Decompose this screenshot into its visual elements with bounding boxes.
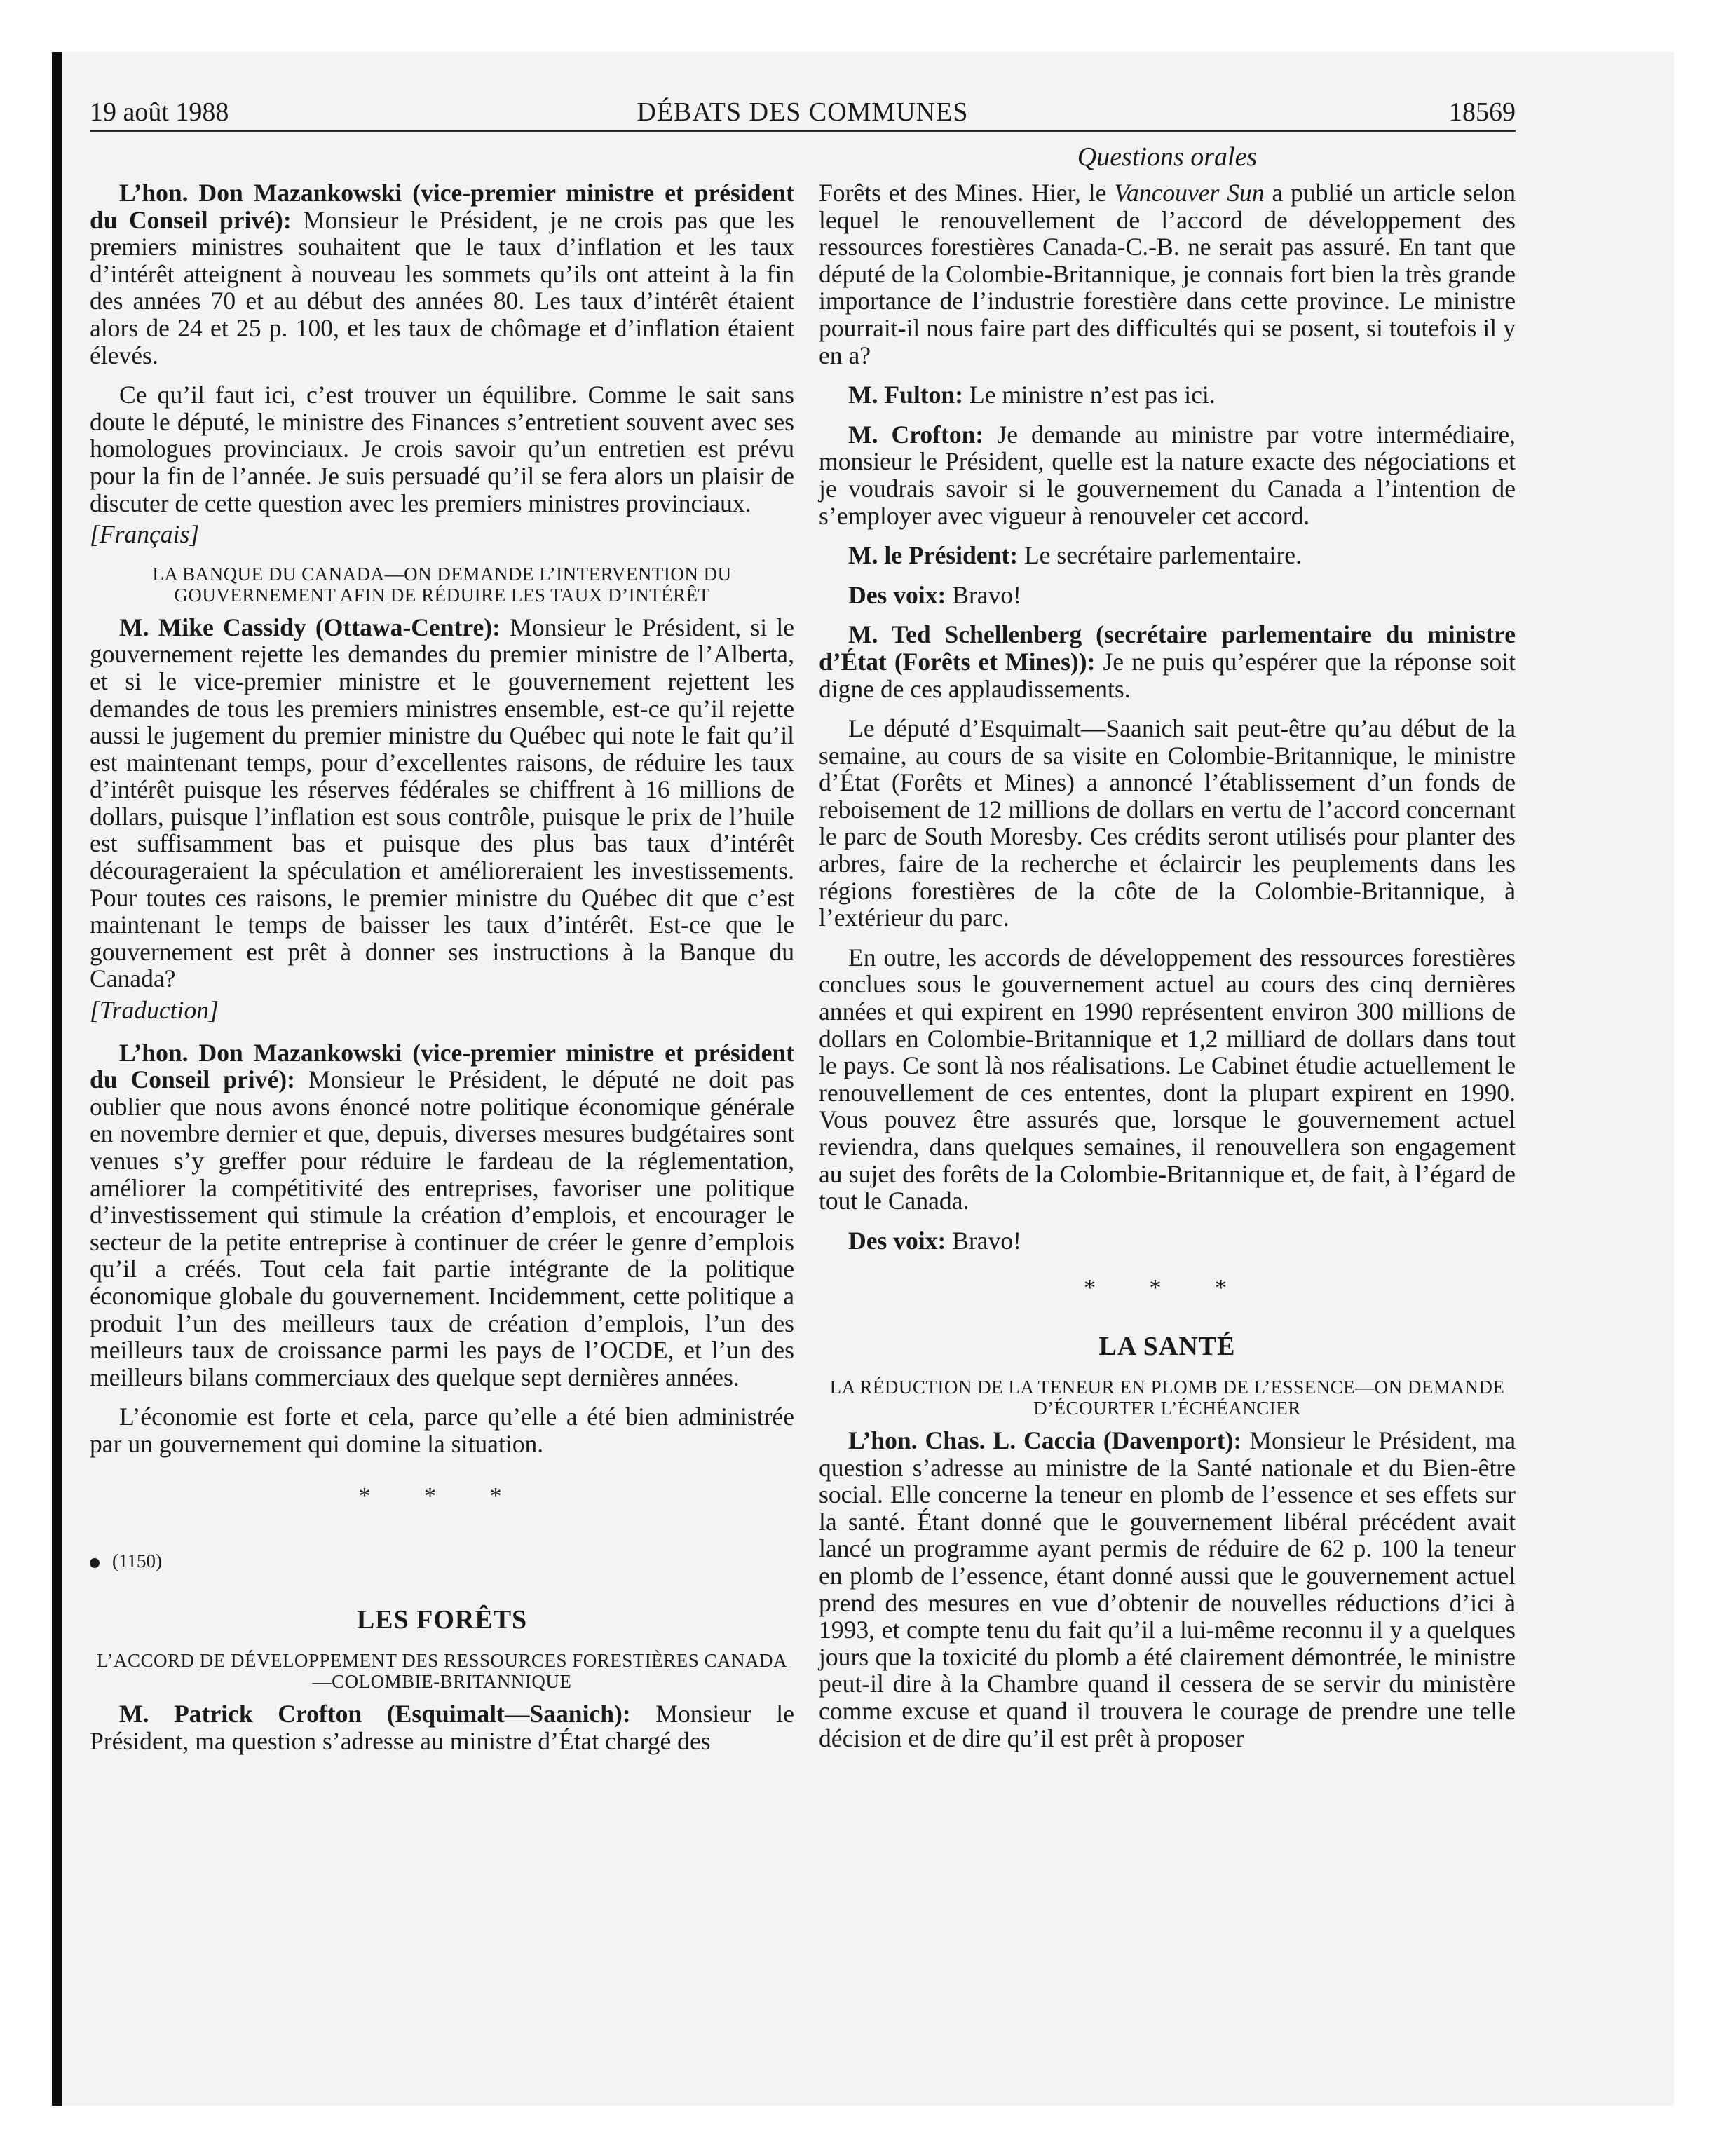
speaker-name: M. Mike Cassidy (Ottawa-Centre): bbox=[119, 613, 501, 641]
speaker-name: M. Ted Schellenberg (secrétaire parlementaire du ministre d’État (Forêts et Mines)): bbox=[819, 620, 1516, 676]
paragraph bbox=[819, 1427, 1516, 1752]
topic-heading: L’ACCORD DE DÉVELOPPEMENT DES RESSOURCES FORESTIÈRES CANADA—COLOMBIE-BRITANNIQUE bbox=[96, 1650, 788, 1693]
paragraph: Le député d’Esquimalt—Saanich sait peut-être qu’au début de la semaine, au cours de sa visite en Colombie-Britannique, le ministre d’État (Forêts et Mines) a annoncé l’établissement d’un fonds de reboisement de 12 millions de dollars en vertu de l’accord concernant le parc de South Moresby. Ces crédits seront utilisés pour planter des arbres, faire de la recherche et éclaircir les peuplements dans les régions forestières de la côte de la Colombie-Britannique, à l’extérieur du parc. bbox=[819, 714, 1516, 932]
paragraph bbox=[819, 582, 1516, 609]
time-mark-text: (1150) bbox=[112, 1550, 162, 1572]
paragraph bbox=[90, 1039, 794, 1391]
speaker-name: M. Crofton: bbox=[848, 420, 984, 449]
language-note: [Français] bbox=[90, 520, 200, 549]
paragraph bbox=[819, 542, 1516, 569]
speaker-name: Des voix: bbox=[848, 1226, 946, 1255]
paragraph-text: Forêts et des Mines. Hier, le bbox=[819, 179, 1115, 207]
paragraph bbox=[819, 621, 1516, 702]
speaker-name: Des voix: bbox=[848, 580, 946, 609]
paragraph-text: a publié un article selon lequel le renouvellement de l’accord de développement des ressources forestières Canada-C.-B. ne serait pas assuré. En tant que député de la Colombie-Britannique, je connais fort bien la très grande importance de l’industrie forestière dans cette province. Le ministre pourrait-il nous faire part des difficultés qui se posent, si toutefois il y en a? bbox=[819, 179, 1516, 369]
paragraph-text: Bravo! bbox=[946, 1226, 1022, 1255]
running-head bbox=[90, 97, 1516, 132]
scan-edge bbox=[52, 52, 62, 2106]
header-page-number: 18569 bbox=[1449, 97, 1516, 127]
paragraph bbox=[90, 614, 794, 992]
section-title: LES FORÊTS bbox=[356, 1605, 528, 1635]
speaker-name: M. Fulton: bbox=[848, 381, 964, 409]
header-date: 19 août 1988 bbox=[90, 97, 229, 127]
bullet-icon bbox=[90, 1558, 100, 1568]
newspaper-title: Vancouver Sun bbox=[1114, 179, 1265, 207]
topic-heading: LA BANQUE DU CANADA—ON DEMANDE L’INTERVENTION DU GOUVERNEMENT AFIN DE RÉDUIRE LES TAUX D’INTÉRÊT bbox=[152, 563, 732, 606]
paragraph-text: Monsieur le Président, ma question s’adresse au ministre d’État chargé des bbox=[90, 1700, 794, 1755]
paragraph: En outre, les accords de développement des ressources forestières conclues sous le gouvernement actuel au cours des cinq dernières années et qui expirent en 1990 représentent environ 300 millions de dollars en Colombie-Britannique et 1,2 milliard de dollars dans tout le pays. Ce sont là nos réalisations. Le Cabinet étudie actuellement le renouvellement de ces ententes, dont la plupart expirent en 1990. Vous pouvez être assurés que, lorsque le gouvernement actuel reviendra, dans quelques semaines, il renouvellera son engagement au sujet des forêts de la Colombie-Britannique et, de fait, à l’égard de tout le Canada. bbox=[819, 943, 1516, 1215]
paragraph-text: Monsieur le Président, ma question s’adresse au ministre de la Santé nationale et du Bien-être social. Elle concerne la teneur en plomb de l’essence et ses effets sur la santé. Étant donné que le gouvernement libéral précédent avait lancé un programme ayant permis de réduire de 62 p. 100 la teneur en plomb de l’essence, étant donné aussi que le gouvernement actuel prend des mesures en vue d’obtenir de nouvelles réductions d’ici à 1993, et compte tenu du fait qu’il a lui-même reconnu il y a quelques jours que la toxicité du plomb a été clairement démontrée, le ministre peut-il dire à la Chambre quand il cessera de se servir du ministère comme excuse et quand il trouvera le courage de prendre une telle décision et de dire qu’il est prêt à proposer bbox=[819, 1426, 1516, 1752]
speaker-name: M. Patrick Crofton (Esquimalt—Saanich): bbox=[119, 1700, 631, 1728]
paragraph-text: Je demande au ministre par votre intermédiaire, monsieur le Président, quelle est la nature exacte des négociations et je voudrais savoir si le gouvernement du Canada a l’intention de s’employer avec vigueur à renouveler cet accord. bbox=[819, 420, 1516, 530]
section-separator: * * * bbox=[1084, 1275, 1251, 1302]
paragraph: L’économie est forte et cela, parce qu’elle a été bien administrée par un gouvernement qui domine la situation. bbox=[90, 1403, 794, 1458]
speaker-name: M. le Président: bbox=[848, 541, 1019, 570]
header-publication: DÉBATS DES COMMUNES bbox=[637, 97, 969, 127]
topic-heading: LA RÉDUCTION DE LA TENEUR EN PLOMB DE L’ESSENCE—ON DEMANDE D’ÉCOURTER L’ÉCHÉANCIER bbox=[829, 1376, 1505, 1419]
right-column bbox=[819, 179, 1516, 1764]
paragraph bbox=[90, 1700, 794, 1754]
header-section: Questions orales bbox=[1077, 142, 1258, 172]
paragraph-text: Monsieur le Président, le député ne doit pas oublier que nous avons énoncé notre politique économique générale en novembre dernier et que, depuis, diverses mesures budgétaires sont venues s’y greffer pour réduire le fardeau de la réglementation, améliorer la compétitivité des entreprises, favoriser une politique d’investissement qui stimule la création d’emplois, et encourager le secteur de la petite entreprise à continuer de créer le genre d’emplois qu’il a créés. Tout cela fait partie intégrante de la politique économique globale du gouvernement. Incidemment, cette politique a produit l’un des meilleurs taux de création d’emplois, l’un des meilleurs taux de croissance parmi les pays de l’OCDE, et l’un des meilleurs bilans commerciaux des quelque sept dernières années. bbox=[90, 1065, 795, 1391]
paragraph bbox=[819, 179, 1516, 369]
paragraph bbox=[819, 421, 1516, 529]
paragraph-text: Bravo! bbox=[946, 580, 1022, 609]
paragraph-text: Le ministre n’est pas ici. bbox=[963, 381, 1216, 409]
paragraph-text: Le secrétaire parlementaire. bbox=[1018, 541, 1302, 570]
paragraph-text: Je ne puis qu’espérer que la réponse soit digne de ces applaudissements. bbox=[819, 647, 1516, 703]
paragraph: Ce qu’il faut ici, c’est trouver un équilibre. Comme le sait sans doute le député, le ministre des Finances s’entretient souvent avec ses homologues provinciaux. Je crois savoir qu’un entretien est prévu pour la fin de l’année. Je suis persuadé qu’il se fera alors un plaisir de discuter de cette question avec les premiers ministres provinciaux. bbox=[90, 381, 794, 517]
left-column bbox=[90, 179, 794, 1767]
speaker-name: L’hon. Don Mazankowski (vice-premier ministre et président du Conseil privé): bbox=[90, 179, 794, 234]
section-title: LA SANTÉ bbox=[1098, 1331, 1236, 1361]
paragraph bbox=[819, 1227, 1516, 1255]
section-separator: * * * bbox=[358, 1482, 526, 1509]
paragraph-text: Monsieur le Président, je ne crois pas que les premiers ministres souhaitent que le taux d’inflation et les taux d’intérêt atteignent à nouveau les sommets qu’ils ont atteint à la fin des années 70 et au début des années 80. Les taux d’intérêt étaient alors de 24 et 25 p. 100, et les taux de chômage et d’inflation étaient élevés. bbox=[90, 205, 794, 369]
paragraph bbox=[90, 179, 794, 369]
language-note: [Traduction] bbox=[90, 996, 219, 1025]
paragraph bbox=[819, 381, 1516, 409]
time-mark bbox=[90, 1550, 794, 1571]
speaker-name: L’hon. Chas. L. Caccia (Davenport): bbox=[848, 1426, 1242, 1454]
speaker-name: L’hon. Don Mazankowski (vice-premier ministre et président du Conseil privé): bbox=[90, 1038, 794, 1094]
paragraph-text: Monsieur le Président, si le gouvernement rejette les demandes du premier ministre de l’Alberta, et si le vice-premier ministre et le gouvernement rejettent les demandes de tous les premiers ministres ensemble, est-ce qu’il rejette aussi le jugement du premier ministre du Québec qui note le fait qu’il est maintenant temps, pour d’excellentes raisons, de réduire les taux d’intérêt puisque les réserves fédérales se chiffrent à 16 millions de dollars, puisque l’inflation est sous contrôle, puisque le prix de l’huile est suffisamment bas et puisque des plus bas taux d’intérêt décourageraient la spéculation et amélioreraient les investissements. Pour toutes ces raisons, le premier ministre du Québec dit que c’est maintenant le temps de baisser les taux d’intérêt. Est-ce que le gouvernement est prêt à donner ses instructions à la Banque du Canada? bbox=[90, 613, 794, 993]
